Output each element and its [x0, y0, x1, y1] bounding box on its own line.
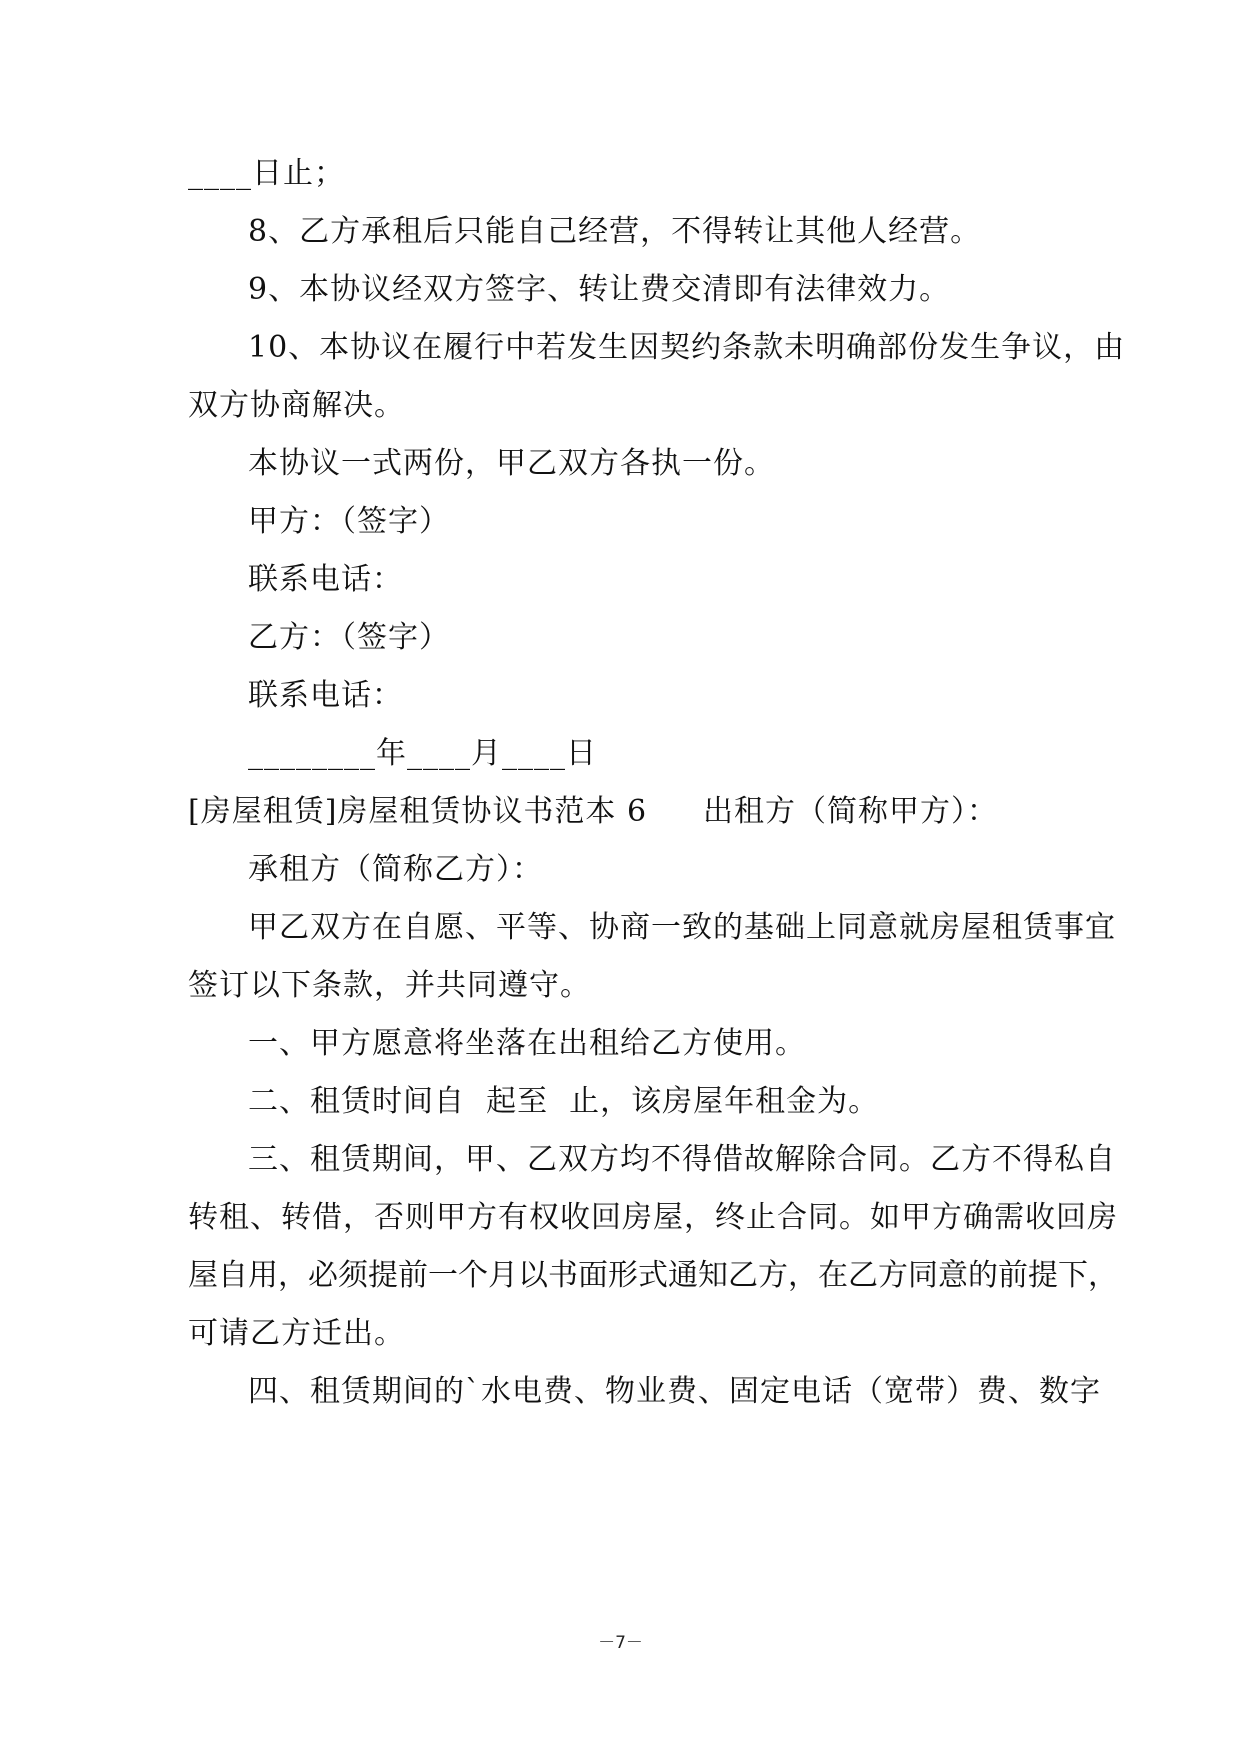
copies-note: 本协议一式两份，甲乙双方各执一份。	[248, 446, 775, 481]
date-line: ________年____月____日	[248, 736, 597, 771]
article-2: 二、租赁时间自 起至 止，该房屋年租金为。	[248, 1084, 880, 1119]
clause-8: 8、乙方承租后只能自己经营，不得转让其他人经营。	[248, 214, 982, 249]
party-a-signature: 甲方：（签字）	[248, 504, 450, 539]
article-3: 三、租赁期间，甲、乙双方均不得借故解除合同。乙方不得私自	[248, 1142, 1116, 1177]
article-1: 一、甲方愿意将坐落在出租给乙方使用。	[248, 1026, 806, 1061]
party-a-phone: 联系电话：	[248, 562, 403, 597]
article-4: 四、租赁期间的`水电费、物业费、固定电话（宽带）费、数字	[248, 1374, 1101, 1409]
lessee-label: 承租方（简称乙方）：	[248, 852, 543, 887]
paragraph-line: ____日止；	[188, 156, 345, 191]
page-number: －7－	[598, 1633, 643, 1653]
clause-10: 10、本协议在履行中若发生因契约条款未明确部份发生争议，由	[248, 330, 1126, 365]
clause-10-cont: 双方协商解决。	[188, 388, 405, 423]
preamble-cont: 签订以下条款，并共同遵守。	[188, 968, 591, 1003]
party-b-signature: 乙方：（签字）	[248, 620, 450, 655]
article-3-cont: 转租、转借，否则甲方有权收回房屋，终止合同。如甲方确需收回房	[188, 1200, 1118, 1235]
article-3-cont: 可请乙方迁出。	[188, 1316, 405, 1351]
lessor-label: 出租方（简称甲方）：	[703, 794, 999, 829]
section-heading	[188, 786, 998, 830]
preamble: 甲乙双方在自愿、平等、协商一致的基础上同意就房屋租赁事宜	[248, 910, 1116, 945]
section-title: [房屋租赁]房屋租赁协议书范本 6	[188, 794, 648, 829]
party-b-phone: 联系电话：	[248, 678, 403, 713]
article-3-cont: 屋自用，必须提前一个月以书面形式通知乙方，在乙方同意的前提下，	[188, 1258, 1118, 1293]
clause-9: 9、本协议经双方签字、转让费交清即有法律效力。	[248, 272, 951, 307]
